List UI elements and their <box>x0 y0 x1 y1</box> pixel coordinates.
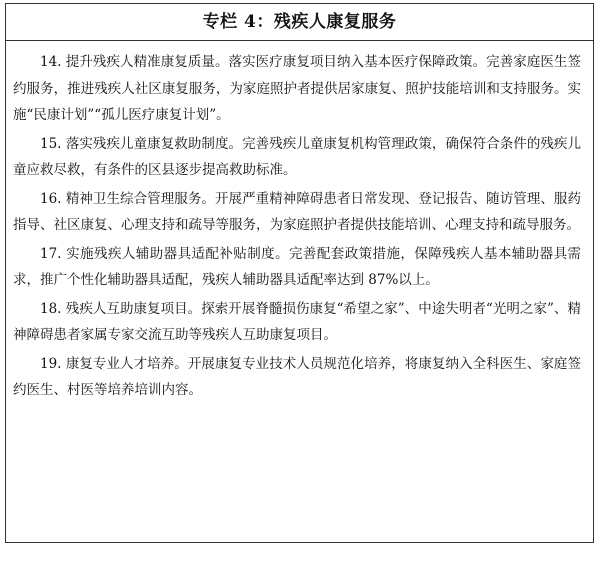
item-14: 14. 提升残疾人精准康复质量。落实医疗康复项目纳入基本医疗保障政策。完善家庭医生签约服务，推进残疾人社区康复服务，为家庭照护者提供居家康复、照护技能培训和支持服务。实施“民康计划”“孤儿医疗康复计划”。 <box>13 54 581 123</box>
item-19: 19. 康复专业人才培养。开展康复专业技术人员规范化培养，将康复纳入全科医生、家庭签约医生、村医等培养培训内容。 <box>13 355 581 398</box>
item-15: 15. 落实残疾儿童康复救助制度。完善残疾儿童康复机构管理政策，确保符合条件的残疾儿童应救尽救，有条件的区县逐步提高救助标准。 <box>13 135 581 178</box>
item-17: 17. 实施残疾人辅助器具适配补贴制度。完善配套政策措施，保障残疾人基本辅助器具需求，推广个性化辅助器具适配，残疾人辅助器具适配率达到 87%以上。 <box>13 245 581 288</box>
item-16: 16. 精神卫生综合管理服务。开展严重精神障碍患者日常发现、登记报告、随访管理、服药指导、社区康复、心理支持和疏导等服务，为家庭照护者提供技能培训、心理支持和疏导服务。 <box>13 190 581 233</box>
column-box <box>5 3 594 543</box>
item-18: 18. 残疾人互助康复项目。探索开展脊髓损伤康复“希望之家”、中途失明者“光明之家”、精神障碍患者家属专家交流互助等残疾人互助康复项目。 <box>13 300 581 343</box>
column-body <box>6 41 593 404</box>
column-title: 专栏 4：残疾人康复服务 <box>6 4 593 41</box>
